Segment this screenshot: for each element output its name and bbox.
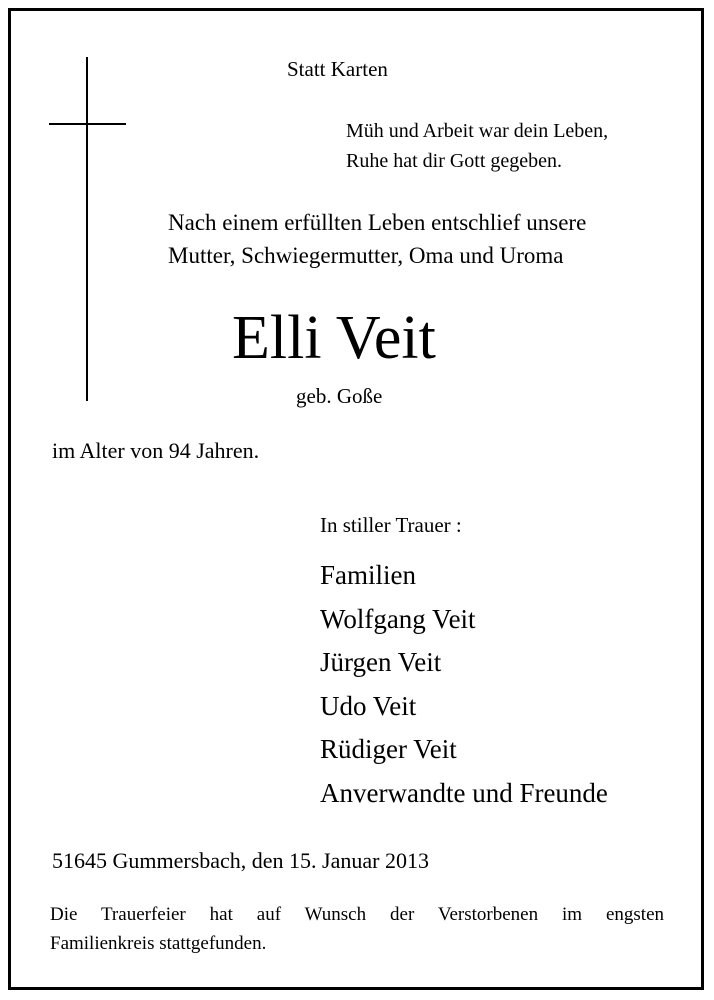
mourner-item: Familien — [320, 560, 416, 590]
place-date: 51645 Gummersbach, den 15. Januar 2013 — [52, 848, 429, 873]
funeral-note — [50, 900, 664, 958]
cross-icon — [86, 57, 88, 401]
mourner-item: Rüdiger Veit — [320, 734, 457, 764]
mourner-item: Jürgen Veit — [320, 647, 442, 677]
mourning-label: In stiller Trauer : — [320, 513, 462, 537]
age-line: im Alter von 94 Jahren. — [52, 438, 260, 463]
mourner-item: Anverwandte und Freunde — [320, 777, 608, 808]
intro-line: Mutter, Schwiegermutter, Oma und Uroma — [168, 243, 564, 268]
mourner-item: Wolfgang Veit — [320, 603, 476, 634]
cross-icon-bar — [49, 123, 126, 125]
intro-text — [168, 206, 668, 272]
intro-line: Nach einem erfüllten Leben entschlief unsere — [168, 210, 587, 235]
deceased-name: Elli Veit — [232, 304, 436, 372]
header-text: Statt Karten — [287, 57, 388, 81]
birth-name: geb. Goße — [296, 384, 383, 408]
funeral-note-line: Die Trauerfeier hat auf Wunsch der Verstorbenen im engsten — [50, 904, 664, 925]
verse — [346, 116, 676, 176]
funeral-note-line: Familienkreis stattgefunden. — [50, 933, 267, 954]
mourner-item: Udo Veit — [320, 690, 417, 721]
mourners-list — [320, 559, 700, 820]
verse-line: Müh und Arbeit war dein Leben, — [346, 120, 609, 142]
verse-line: Ruhe hat dir Gott gegeben. — [346, 150, 563, 172]
